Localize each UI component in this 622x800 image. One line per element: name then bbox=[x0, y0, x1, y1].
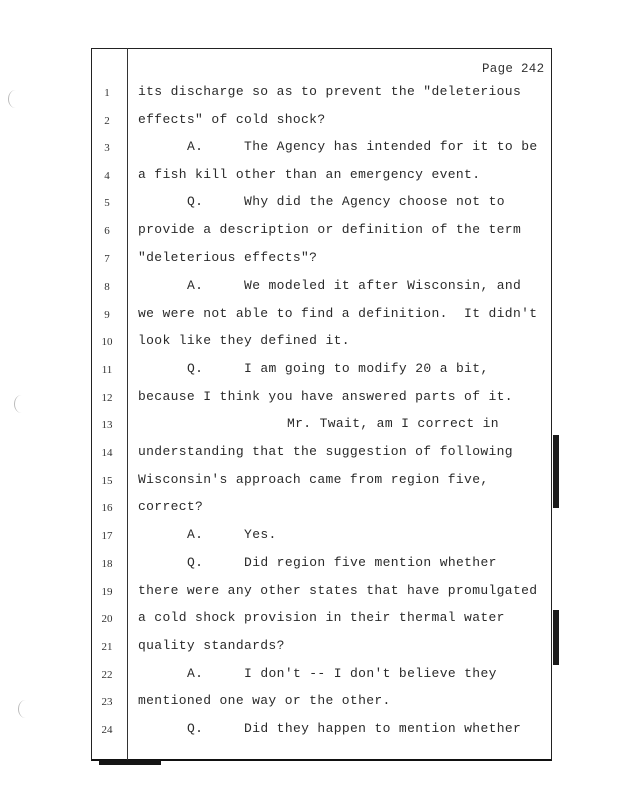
line-text: A. We modeled it after Wisconsin, and bbox=[187, 278, 522, 293]
line-number: 12 bbox=[101, 392, 113, 404]
transcript-line bbox=[0, 721, 560, 741]
line-text: Q. Did region five mention whether bbox=[187, 555, 497, 570]
line-text: "deleterious effects"? bbox=[138, 250, 318, 265]
line-number: 21 bbox=[101, 641, 113, 653]
punch-hole-mark bbox=[8, 90, 23, 108]
line-number: 22 bbox=[101, 669, 113, 681]
punch-hole-mark bbox=[14, 395, 29, 413]
line-text: A. I don't -- I don't believe they bbox=[187, 666, 497, 681]
line-text: we were not able to find a definition. It didn't bbox=[138, 306, 538, 321]
line-text: quality standards? bbox=[138, 638, 285, 653]
line-text: Q. Did they happen to mention whether bbox=[187, 721, 522, 736]
transcript-line bbox=[0, 416, 560, 436]
transcript-line bbox=[0, 112, 560, 132]
line-number: 7 bbox=[104, 253, 110, 265]
line-number: 11 bbox=[101, 364, 113, 376]
page-number: Page 242 bbox=[482, 62, 545, 76]
transcript-line bbox=[0, 250, 560, 270]
line-number: 6 bbox=[104, 225, 110, 237]
transcript-line bbox=[0, 472, 560, 492]
line-number: 19 bbox=[101, 586, 113, 598]
transcript-line bbox=[0, 583, 560, 603]
transcript-line bbox=[0, 444, 560, 464]
line-text: its discharge so as to prevent the "deleterious bbox=[138, 84, 522, 99]
scan-edge-bar bbox=[553, 610, 559, 665]
line-text: Q. Why did the Agency choose not to bbox=[187, 194, 505, 209]
line-number: 1 bbox=[104, 87, 110, 99]
transcript-line bbox=[0, 278, 560, 298]
line-number: 16 bbox=[101, 502, 113, 514]
line-text: A. Yes. bbox=[187, 527, 277, 542]
line-number: 3 bbox=[104, 142, 110, 154]
line-text: a fish kill other than an emergency event. bbox=[138, 167, 481, 182]
transcript-line bbox=[0, 84, 560, 104]
transcript-line bbox=[0, 361, 560, 381]
line-number: 10 bbox=[101, 336, 113, 348]
line-number: 20 bbox=[101, 613, 113, 625]
line-text: a cold shock provision in their thermal water bbox=[138, 610, 505, 625]
line-text: because I think you have answered parts of it. bbox=[138, 389, 513, 404]
transcript-line bbox=[0, 222, 560, 242]
line-text: A. The Agency has intended for it to be bbox=[187, 139, 538, 154]
line-number: 4 bbox=[104, 170, 110, 182]
line-number: 8 bbox=[104, 281, 110, 293]
transcript-line bbox=[0, 527, 560, 547]
line-text: Mr. Twait, am I correct in bbox=[287, 416, 499, 431]
transcript-line bbox=[0, 306, 560, 326]
line-number: 17 bbox=[101, 530, 113, 542]
line-number: 2 bbox=[104, 115, 110, 127]
transcript-line bbox=[0, 194, 560, 214]
line-number: 14 bbox=[101, 447, 113, 459]
line-number: 13 bbox=[101, 419, 113, 431]
transcript-line bbox=[0, 666, 560, 686]
line-text: there were any other states that have promulgated bbox=[138, 583, 538, 598]
transcript-line bbox=[0, 693, 560, 713]
transcript-line bbox=[0, 389, 560, 409]
scan-edge-bar bbox=[553, 435, 559, 508]
transcript-line bbox=[0, 167, 560, 187]
line-number: 23 bbox=[101, 696, 113, 708]
transcript-line bbox=[0, 638, 560, 658]
line-text: Q. I am going to modify 20 a bit, bbox=[187, 361, 489, 376]
line-text: understanding that the suggestion of following bbox=[138, 444, 513, 459]
line-text: effects" of cold shock? bbox=[138, 112, 326, 127]
transcript-line bbox=[0, 139, 560, 159]
line-text: Wisconsin's approach came from region five, bbox=[138, 472, 489, 487]
punch-hole-mark bbox=[18, 700, 33, 718]
transcript-line bbox=[0, 499, 560, 519]
line-text: look like they defined it. bbox=[138, 333, 350, 348]
line-text: mentioned one way or the other. bbox=[138, 693, 391, 708]
transcript-line bbox=[0, 555, 560, 575]
line-number: 18 bbox=[101, 558, 113, 570]
line-number: 9 bbox=[104, 309, 110, 321]
line-text: correct? bbox=[138, 499, 204, 514]
line-number: 15 bbox=[101, 475, 113, 487]
transcript-line bbox=[0, 333, 560, 353]
transcript-line bbox=[0, 610, 560, 630]
line-number: 24 bbox=[101, 724, 113, 736]
scan-bottom-bar bbox=[99, 760, 161, 765]
line-number: 5 bbox=[104, 197, 110, 209]
line-text: provide a description or definition of the term bbox=[138, 222, 522, 237]
